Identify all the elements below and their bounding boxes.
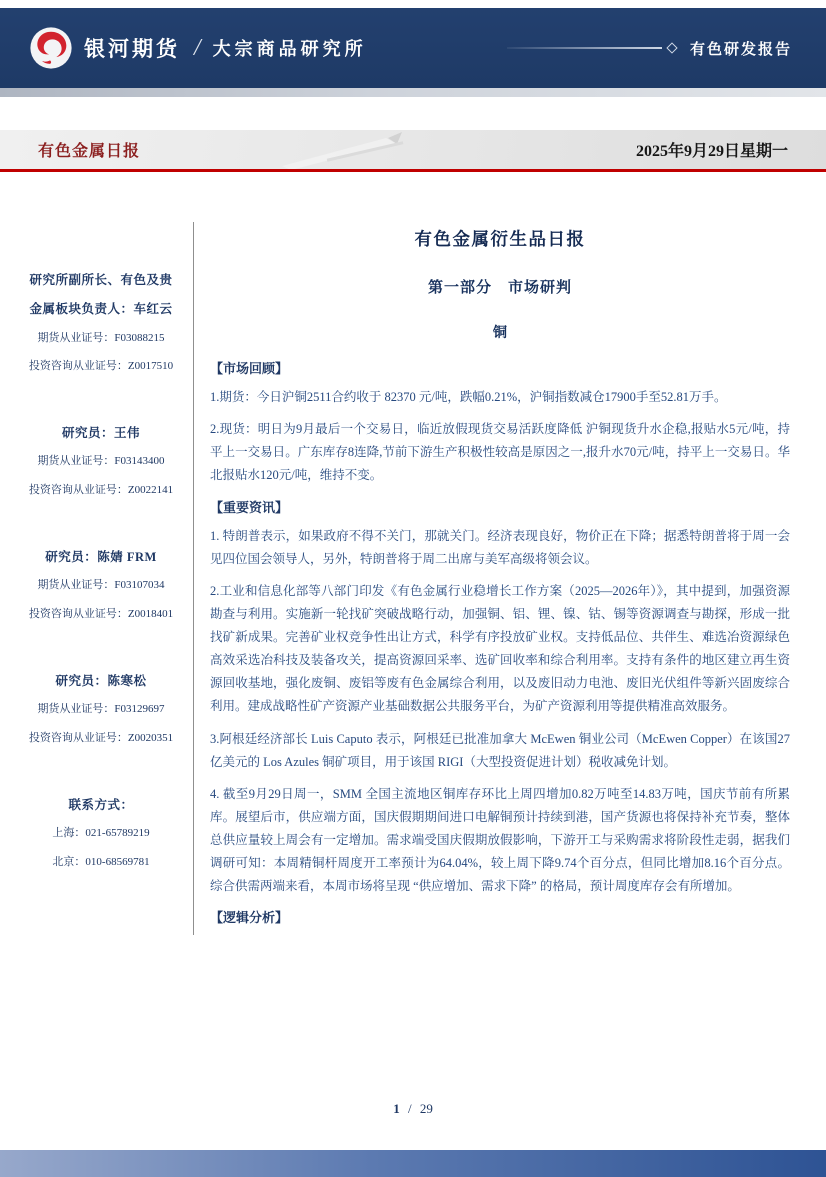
researcher-group [14,667,188,753]
lead-role-line2: 金属板块负责人：车红云 [29,301,173,316]
researcher-futures-license: 期货从业证号：F03143400 [37,455,165,468]
heading-logic-analysis: 【逻辑分析】 [210,910,289,926]
main-column [194,222,826,935]
page-separator: / [407,1101,412,1116]
contact-title: 联系方式： [68,797,134,812]
contact-group [14,791,188,877]
heading-important-news: 【重要资讯】 [210,499,289,515]
brand-separator: / [194,34,201,61]
contact-beijing: 北京：010-68569781 [52,855,150,868]
researcher-advisor-license: 投资咨询从业证号：Z0022141 [28,484,174,497]
pencil-watermark [268,130,448,172]
researcher-futures-license: 期货从业证号：F03107034 [37,579,165,592]
galaxy-logo-icon [28,25,74,71]
para-spot: 2.现货：明日为9月最后一个交易日，临近放假现货交易活跃度降低 沪铜现货升水企稳,报贴水5元/吨，持平上一交易日。广东库存8连降,节前下游生产积极性较高是原因之一,报升水70元/吨，持平上一交易日。华北报贴水120元/吨，维持不变。 [210,422,790,483]
contact-shanghai: 上海：021-65789219 [52,827,150,840]
researcher-name: 研究员：陈寒松 [55,673,147,688]
brand [28,25,367,71]
researcher-advisor-license: 投资咨询从业证号：Z0020351 [28,731,174,744]
decorative-line [507,47,662,49]
brand-name: 银河期货 [84,37,180,61]
researcher-group [14,419,188,505]
para-news-3: 3.阿根廷经济部长 Luis Caputo 表示，阿根廷已批准加拿大 McEwen 铜业公司（McEwen Copper）在该国27亿美元的 Los Azules 铜矿项目，用于该国 RIGI（大型投资促进计划）税收减免计划。 [210,731,790,769]
lead-advisor-license: 投资咨询从业证号：Z0017510 [28,360,174,373]
footer-gradient-bar [0,1150,826,1177]
date-title-bar [0,130,826,172]
institute-name: 大宗商品研究所 [212,39,367,59]
document-title: 有色金属衍生品日报 [414,229,586,249]
header-underline-strip [0,88,826,97]
para-futures: 1.期货：今日沪铜2511合约收于 82370 元/吨，跌幅0.21%，沪铜指数减仓17900手至52.81万手。 [210,390,727,404]
para-news-4: 4. 截至9月29日周一，SMM 全国主流地区铜库存环比上周四增加0.82万吨至14.83万吨，国庆节前有所累库。展望后市，供应端方面，国庆假期期间进口电解铜预计持续到港，国产货源也将保持补充节奏，整体总供应量较上周会有一定增加。需求端受国庆假期放假影响，下游开工与采购需求将阶段性走弱，据我们调研可知：本周精铜杆周度开工率预计为64.04%，较上周下降9.74个百分点，但同比增加8.16个百分点。综合供需两端来看，本周市场将呈现 “供应增加、需求下降” 的格局，预计周度库存会有所增加。 [210,786,790,894]
analyst-sidebar [14,222,188,935]
lead-role-line1: 研究所副所长、有色及贵 [29,273,173,287]
heading-market-review: 【市场回顾】 [210,361,289,376]
diamond-icon [666,42,677,53]
report-type-label: 有色研发报告 [689,41,792,58]
header-right [507,38,792,59]
page-number [0,1101,826,1117]
current-page: 1 [393,1101,400,1116]
report-page [0,8,826,1116]
content-area [0,222,826,935]
researcher-name: 研究员：王伟 [61,425,140,440]
researcher-name: 研究员：陈婧 FRM [45,549,157,564]
daily-report-title: 有色金属日报 [38,143,141,160]
researcher-group [14,543,188,629]
total-pages: 29 [419,1101,433,1116]
part-one-title: 第一部分 市场研判 [427,280,572,296]
researcher-futures-license: 期货从业证号：F03129697 [37,703,165,716]
para-news-2: 2.工业和信息化部等八部门印发《有色金属行业稳增长工作方案（2025—2026年）》，其中提到，加强资源勘查与利用。实施新一轮找矿突破战略行动，加强铜、铝、锂、镍、钴、锡等资源调查与勘探，形成一批找矿新成果。完善矿业权竞争性出让方式，科学有序投放矿业权。支持低品位、共伴生、难选冶资源绿色高效采选冶科技及装备攻关，提高资源回采率、选矿回收率和综合利用率。支持有条件的地区建立再生资源回收基地，强化废铜、废铝等废有色金属综合利用，以及废旧动力电池、废旧光伏组件等新兴固废综合利用。建成战略性矿产资源产业基础数据公共服务平台，为矿产资源利用等提供精准高效服务。 [210,583,790,714]
lead-futures-license: 期货从业证号：F03088215 [37,331,165,344]
report-header [0,8,826,88]
para-news-1: 1. 特朗普表示，如果政府不得不关门，那就关门。经济表现良好，物价正在下降；据悉特朗普将于周一会见四位国会领导人，另外，特朗普将于周二出席与美军高级将领会议。 [210,528,790,566]
report-date: 2025年9月29日星期一 [635,143,788,160]
researcher-advisor-license: 投资咨询从业证号：Z0018401 [28,607,174,620]
analyst-lead-group [14,266,188,381]
section-title-copper: 铜 [493,326,507,341]
